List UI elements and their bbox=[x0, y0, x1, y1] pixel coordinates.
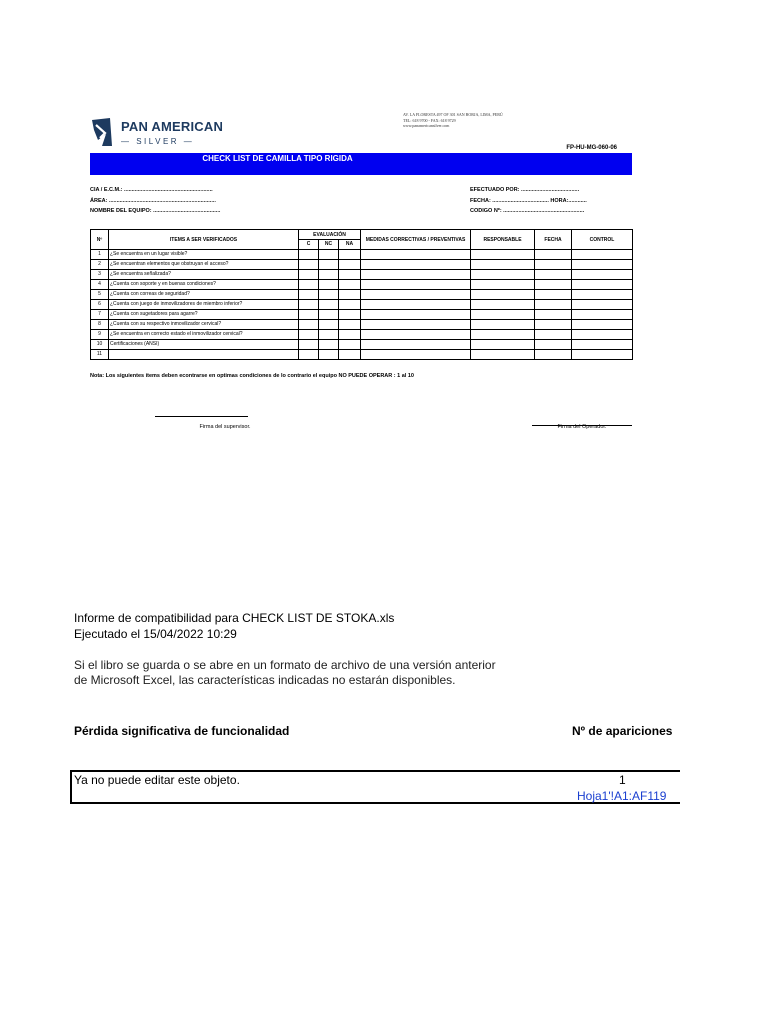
cell-na[interactable] bbox=[339, 350, 361, 360]
cell-fecha[interactable] bbox=[535, 320, 572, 330]
row-item: ¿Cuenta con sugetadores para agarre? bbox=[109, 310, 299, 320]
cell-medidas[interactable] bbox=[361, 290, 471, 300]
cell-na[interactable] bbox=[339, 320, 361, 330]
cell-nc[interactable] bbox=[319, 260, 339, 270]
cell-c[interactable] bbox=[299, 300, 319, 310]
cell-responsable[interactable] bbox=[471, 270, 535, 280]
cell-medidas[interactable] bbox=[361, 350, 471, 360]
cell-responsable[interactable] bbox=[471, 340, 535, 350]
issue-text: Ya no puede editar este objeto. bbox=[74, 773, 240, 787]
header-c: C bbox=[299, 240, 319, 250]
company-division: — SILVER — bbox=[121, 137, 195, 146]
row-item: ¿Cuenta con juego de inmovilizadores de miembro inferior? bbox=[109, 300, 299, 310]
row-num: 8 bbox=[91, 320, 109, 330]
cell-responsable[interactable] bbox=[471, 310, 535, 320]
table-row bbox=[91, 280, 633, 290]
cell-na[interactable] bbox=[339, 310, 361, 320]
cell-na[interactable] bbox=[339, 330, 361, 340]
supervisor-signature-label: Firma del supervisor. bbox=[199, 424, 251, 430]
table-header-row bbox=[91, 230, 633, 240]
table-row bbox=[91, 320, 633, 330]
row-num: 11 bbox=[91, 350, 109, 360]
header-nc: NC bbox=[319, 240, 339, 250]
row-num: 10 bbox=[91, 340, 109, 350]
cell-nc[interactable] bbox=[319, 350, 339, 360]
row-num: 7 bbox=[91, 310, 109, 320]
supervisor-signature-line bbox=[155, 416, 248, 417]
cell-c[interactable] bbox=[299, 350, 319, 360]
cell-medidas[interactable] bbox=[361, 280, 471, 290]
field-fecha-hora: FECHA: ..................................... HORA:............ bbox=[470, 198, 587, 204]
table-row bbox=[91, 270, 633, 280]
cell-c[interactable] bbox=[299, 320, 319, 330]
company-name: PAN AMERICAN bbox=[121, 119, 224, 134]
cell-fecha[interactable] bbox=[535, 310, 572, 320]
row-num: 1 bbox=[91, 250, 109, 260]
row-item: ¿Cuenta con correas de seguridad? bbox=[109, 290, 299, 300]
table-row bbox=[91, 340, 633, 350]
issue-count: 1 bbox=[619, 773, 626, 787]
report-executed: Ejecutado el 15/04/2022 10:29 bbox=[74, 627, 237, 641]
header-control: CONTROL bbox=[572, 230, 633, 250]
cell-control[interactable] bbox=[572, 270, 633, 280]
cell-fecha[interactable] bbox=[535, 330, 572, 340]
row-item bbox=[109, 350, 299, 360]
cell-control[interactable] bbox=[572, 350, 633, 360]
cell-nc[interactable] bbox=[319, 280, 339, 290]
cell-control[interactable] bbox=[572, 300, 633, 310]
table-row bbox=[91, 250, 633, 260]
cell-responsable[interactable] bbox=[471, 290, 535, 300]
cell-responsable[interactable] bbox=[471, 350, 535, 360]
cell-c[interactable] bbox=[299, 290, 319, 300]
address-line: TEL: 618 9700 - FAX: 618 9729 bbox=[403, 117, 456, 123]
header-evaluacion: EVALUACIÓN bbox=[299, 230, 361, 240]
cell-nc[interactable] bbox=[319, 330, 339, 340]
cell-control[interactable] bbox=[572, 330, 633, 340]
cell-c[interactable] bbox=[299, 340, 319, 350]
field-efectuado: EFECTUADO POR: ...................................... bbox=[470, 187, 580, 193]
cell-c[interactable] bbox=[299, 310, 319, 320]
cell-medidas[interactable] bbox=[361, 340, 471, 350]
document-code: FP-HU-MG-060-06 bbox=[566, 145, 617, 151]
row-item: ¿Se encuentra señalizada? bbox=[109, 270, 299, 280]
cell-nc[interactable] bbox=[319, 310, 339, 320]
row-num: 4 bbox=[91, 280, 109, 290]
cell-fecha[interactable] bbox=[535, 350, 572, 360]
loss-header: Pérdida significativa de funcionalidad bbox=[74, 724, 290, 738]
report-title: Informe de compatibilidad para CHECK LIST DE STOKA.xls bbox=[74, 611, 395, 625]
cell-medidas[interactable] bbox=[361, 300, 471, 310]
header-responsable: RESPONSABLE bbox=[471, 230, 535, 250]
cell-fecha[interactable] bbox=[535, 260, 572, 270]
table-row bbox=[91, 300, 633, 310]
cell-na[interactable] bbox=[339, 250, 361, 260]
cell-control[interactable] bbox=[572, 280, 633, 290]
cell-control[interactable] bbox=[572, 320, 633, 330]
header-medidas: MEDIDAS CORRECTIVAS / PREVENTIVAS bbox=[361, 230, 471, 250]
cell-na[interactable] bbox=[339, 290, 361, 300]
issue-location-link[interactable]: Hoja1'!A1:AF119 bbox=[577, 789, 667, 803]
header-na: NA bbox=[339, 240, 361, 250]
row-num: 5 bbox=[91, 290, 109, 300]
company-address bbox=[403, 112, 543, 129]
cell-control[interactable] bbox=[572, 340, 633, 350]
row-num: 2 bbox=[91, 260, 109, 270]
row-num: 9 bbox=[91, 330, 109, 340]
cell-na[interactable] bbox=[339, 280, 361, 290]
header-items: ITEMS A SER VERIFICADOS bbox=[109, 230, 299, 250]
cell-responsable[interactable] bbox=[471, 280, 535, 290]
operating-note: Nota: Los siguientes ítems deben econtrarse en optimas condiciones de lo contrario el equipo NO PUEDE OPERAR : 1 al 10 bbox=[90, 373, 414, 379]
checklist-table bbox=[90, 229, 633, 360]
table-row bbox=[91, 310, 633, 320]
cell-c[interactable] bbox=[299, 250, 319, 260]
row-item: ¿Cuenta con soporte y en buenas condiciones? bbox=[109, 280, 299, 290]
header-num: Nº bbox=[91, 230, 109, 250]
cell-na[interactable] bbox=[339, 260, 361, 270]
cell-c[interactable] bbox=[299, 280, 319, 290]
cell-fecha[interactable] bbox=[535, 280, 572, 290]
cell-responsable[interactable] bbox=[471, 250, 535, 260]
report-description-line: Si el libro se guarda o se abre en un formato de archivo de una versión anterior bbox=[74, 658, 496, 672]
row-item: ¿Cuenta con su respectivo inmovilizador cervical? bbox=[109, 320, 299, 330]
field-equipo: NOMBRE DEL EQUIPO: ............................................ bbox=[90, 208, 221, 214]
cell-na[interactable] bbox=[339, 340, 361, 350]
row-num: 3 bbox=[91, 270, 109, 280]
cell-c[interactable] bbox=[299, 270, 319, 280]
cell-nc[interactable] bbox=[319, 270, 339, 280]
cell-medidas[interactable] bbox=[361, 250, 471, 260]
cell-fecha[interactable] bbox=[535, 290, 572, 300]
table-row bbox=[91, 330, 633, 340]
cell-c[interactable] bbox=[299, 330, 319, 340]
row-item: Certificaciones (ANSI) bbox=[109, 340, 299, 350]
cell-medidas[interactable] bbox=[361, 330, 471, 340]
field-area: ÁREA: ...................................................................... bbox=[90, 198, 216, 204]
address-line: www.panamericansilver.com bbox=[403, 123, 450, 128]
cell-na[interactable] bbox=[339, 270, 361, 280]
cell-medidas[interactable] bbox=[361, 310, 471, 320]
cell-control[interactable] bbox=[572, 310, 633, 320]
cell-fecha[interactable] bbox=[535, 250, 572, 260]
cell-control[interactable] bbox=[572, 290, 633, 300]
row-item: ¿Se encuentra en correcto estado el inmovilizador cervical? bbox=[109, 330, 299, 340]
operator-signature-label: Firma del Operador. bbox=[557, 424, 607, 430]
report-description-line: de Microsoft Excel, las características indicadas no estarán disponibles. bbox=[74, 673, 456, 687]
cell-nc[interactable] bbox=[319, 340, 339, 350]
cell-medidas[interactable] bbox=[361, 320, 471, 330]
cell-fecha[interactable] bbox=[535, 340, 572, 350]
table-row bbox=[91, 290, 633, 300]
row-num: 6 bbox=[91, 300, 109, 310]
cell-responsable[interactable] bbox=[471, 300, 535, 310]
table-row bbox=[91, 260, 633, 270]
cell-nc[interactable] bbox=[319, 290, 339, 300]
cell-fecha[interactable] bbox=[535, 270, 572, 280]
cell-control[interactable] bbox=[572, 260, 633, 270]
cell-responsable[interactable] bbox=[471, 320, 535, 330]
cell-responsable[interactable] bbox=[471, 260, 535, 270]
document-title: CHECK LIST DE CAMILLA TIPO RIGIDA bbox=[202, 154, 353, 163]
cell-medidas[interactable] bbox=[361, 270, 471, 280]
row-item: ¿Se encuentra en un lugar visible? bbox=[109, 250, 299, 260]
cell-medidas[interactable] bbox=[361, 260, 471, 270]
report-description bbox=[74, 658, 544, 688]
cell-fecha[interactable] bbox=[535, 300, 572, 310]
cell-nc[interactable] bbox=[319, 250, 339, 260]
field-cia: CIA / E.C.M.: .......................................................... bbox=[90, 187, 213, 193]
cell-nc[interactable] bbox=[319, 320, 339, 330]
pan-american-logo-icon bbox=[90, 116, 114, 148]
row-item: ¿Se encuentran elementos que obstruyan el acceso? bbox=[109, 260, 299, 270]
header-fecha: FECHA bbox=[535, 230, 572, 250]
cell-responsable[interactable] bbox=[471, 330, 535, 340]
cell-control[interactable] bbox=[572, 250, 633, 260]
address-line: AV. LA FLORESTA 497 OF 301 SAN BORJA, LIMA, PERÚ bbox=[403, 112, 503, 117]
cell-c[interactable] bbox=[299, 260, 319, 270]
cell-nc[interactable] bbox=[319, 300, 339, 310]
count-header: Nº de apariciones bbox=[572, 724, 673, 738]
field-codigo: CODIGO Nº: ..................................................... bbox=[470, 208, 585, 214]
cell-na[interactable] bbox=[339, 300, 361, 310]
table-row bbox=[91, 350, 633, 360]
